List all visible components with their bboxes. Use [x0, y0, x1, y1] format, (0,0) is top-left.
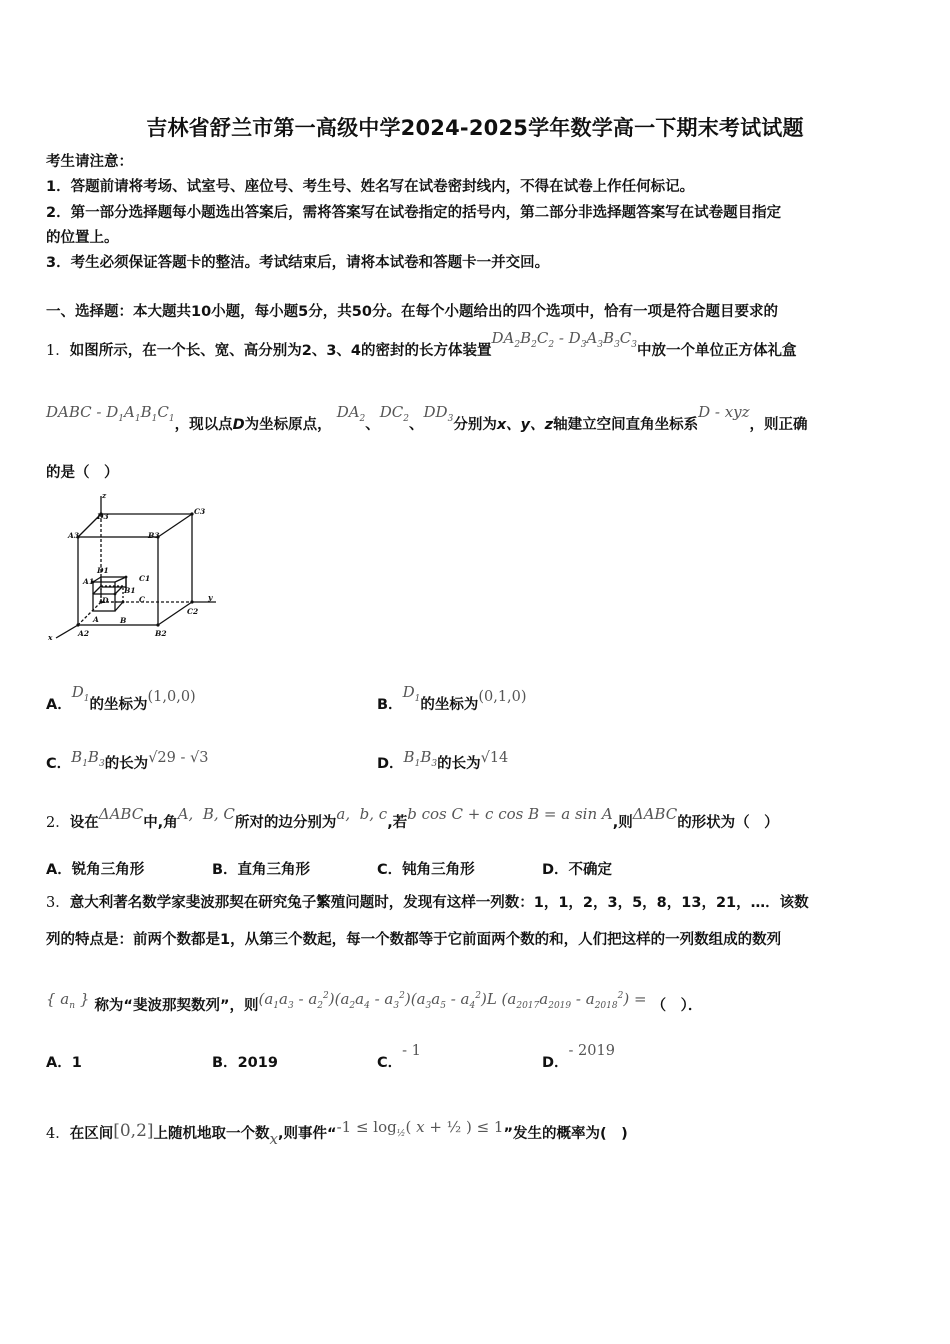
notice-item-2: 2．第一部分选择题每小题选出答案后，需将答案写在试卷指定的括号内，第二部分非选择题答案写在试卷题目指定: [46, 205, 782, 221]
fig-label-D1: D1: [97, 566, 109, 575]
q3-line-2: 列的特点是：前两个数都是1，从第三个数起，每一个数都等于它前面两个数的和，人们把这样的一列数组成的数列: [46, 932, 782, 948]
fig-label-B: B: [120, 616, 127, 625]
notice-item-1: 1．答题前请将考场、试室号、座位号、考生号、姓名写在试卷密封线内，不得在试卷上作任何标记。: [46, 179, 695, 195]
page-title: 吉林省舒兰市第一高级中学2024-2025学年数学高一下期末考试试题: [146, 116, 804, 140]
fig-label-A3: A3: [68, 531, 80, 540]
q3-line-3: { $a_n$ } 称为“斐波那契数列”，则$(a_1a_3 - a_2^2)(a_2a_4 - a_3^2)(a_3a_5 - a_4^2)L$ $(a_{2017}a_{2019} - a_{2018}^2)$ = （ ）．: [46, 990, 703, 1014]
notice-item-2-cont: 的位置上。: [46, 230, 119, 246]
q3-option-d[interactable]: D．- 2019: [542, 1043, 615, 1071]
fig-label-A1: A1: [83, 577, 95, 586]
q2-option-d[interactable]: D．不确定: [542, 862, 613, 878]
fig-label-D: D: [102, 596, 109, 605]
q3-option-b[interactable]: B．2019: [212, 1055, 278, 1071]
q1-cuboid-figure: [44, 490, 234, 645]
fig-label-B2: B2: [155, 629, 167, 638]
q1-option-d[interactable]: D．$B_1B_3$的长为√14: [377, 748, 509, 772]
q1-number: 1．: [46, 343, 70, 359]
q2-option-c[interactable]: C．钝角三角形: [377, 862, 475, 878]
q4-line: 4．在区间[0,2]上随机地取一个数x,则事件“$-1 \le \log_{\frac{1}{2}}$( x + ½ ) ≤ 1”发生的概率为( ): [46, 1118, 628, 1148]
q1-formula-container: $DA_2B_2C_2 - D_3A_3B_3C_3$: [491, 329, 638, 350]
notice-heading: 考生请注意：: [46, 154, 133, 170]
q2-line: 2．设在ΔABC中,角A, B, C所对的边分别为a, b, c,若b cos C + c cos B = a sin A,则ΔABC的形状为（ ）: [46, 805, 779, 831]
q3-option-a[interactable]: A．1: [46, 1055, 82, 1071]
fig-label-C3: C3: [194, 507, 206, 516]
q1-option-b[interactable]: B．$D_1$的坐标为(0,1,0): [377, 683, 527, 713]
notice-item-3: 3．考生必须保证答题卡的整洁。考试结束后，请将本试卷和答题卡一并交回。: [46, 255, 550, 271]
fig-label-C2: C2: [187, 607, 199, 616]
fig-label-C: C: [139, 595, 145, 604]
q1-line-3: 的是（ ）: [46, 465, 119, 481]
fig-label-x: x: [48, 633, 53, 642]
q1-line-2: DABC - $D_1A_1B_1C_1$，现以点D为坐标原点， $DA_2$、$DC_2$、$DD_3$分别为x、y、z轴建立空间直角坐标系D - xyz，则正确: [46, 403, 808, 433]
fig-label-A: A: [93, 615, 99, 624]
q1-option-a[interactable]: A．$D_1$的坐标为(1,0,0): [46, 683, 196, 713]
q2-option-a[interactable]: A．锐角三角形: [46, 862, 145, 878]
fig-label-C1: C1: [139, 574, 151, 583]
q3-expression: $(a_1a_3 - a_2^2)(a_2a_4 - a_3^2)(a_3a_5 - a_4^2)L$ $(a_{2017}a_{2019} - a_{2018}^2)$ =: [258, 990, 647, 1011]
fig-label-A2: A2: [78, 629, 90, 638]
fig-label-z: z: [102, 491, 107, 500]
q4-inequality: $-1 \le \log_{\frac{1}{2}}$( x + ½ ) ≤ 1: [336, 1118, 504, 1139]
fig-label-y: y: [208, 593, 213, 602]
q1-formula-box: DABC - $D_1A_1B_1C_1$: [46, 403, 175, 424]
section-heading: 一、选择题：本大题共10小题，每小题5分，共50分。在每个小题给出的四个选项中，恰有一项是符合题目要求的: [46, 304, 778, 320]
q3-line-1: 3．意大利著名数学家斐波那契在研究兔子繁殖问题时，发现有这样一列数：1，1，2，3，5，8，13，21，…．该数: [46, 895, 809, 911]
fig-label-B3: B3: [148, 531, 160, 540]
q3-option-c[interactable]: C．- 1: [377, 1043, 421, 1071]
fig-label-B1: B1: [124, 586, 136, 595]
q1-option-c[interactable]: C．$B_1B_3$的长为√29 - √3: [46, 748, 209, 772]
fig-label-D3: D3: [97, 512, 109, 521]
q2-option-b[interactable]: B．直角三角形: [212, 862, 311, 878]
q1-line-1: 1．如图所示，在一个长、宽、高分别为2、3、4的密封的长方体装置$DA_2B_2C_2 - D_3A_3B_3C_3$中放一个单位正方体礼盒: [46, 329, 797, 359]
